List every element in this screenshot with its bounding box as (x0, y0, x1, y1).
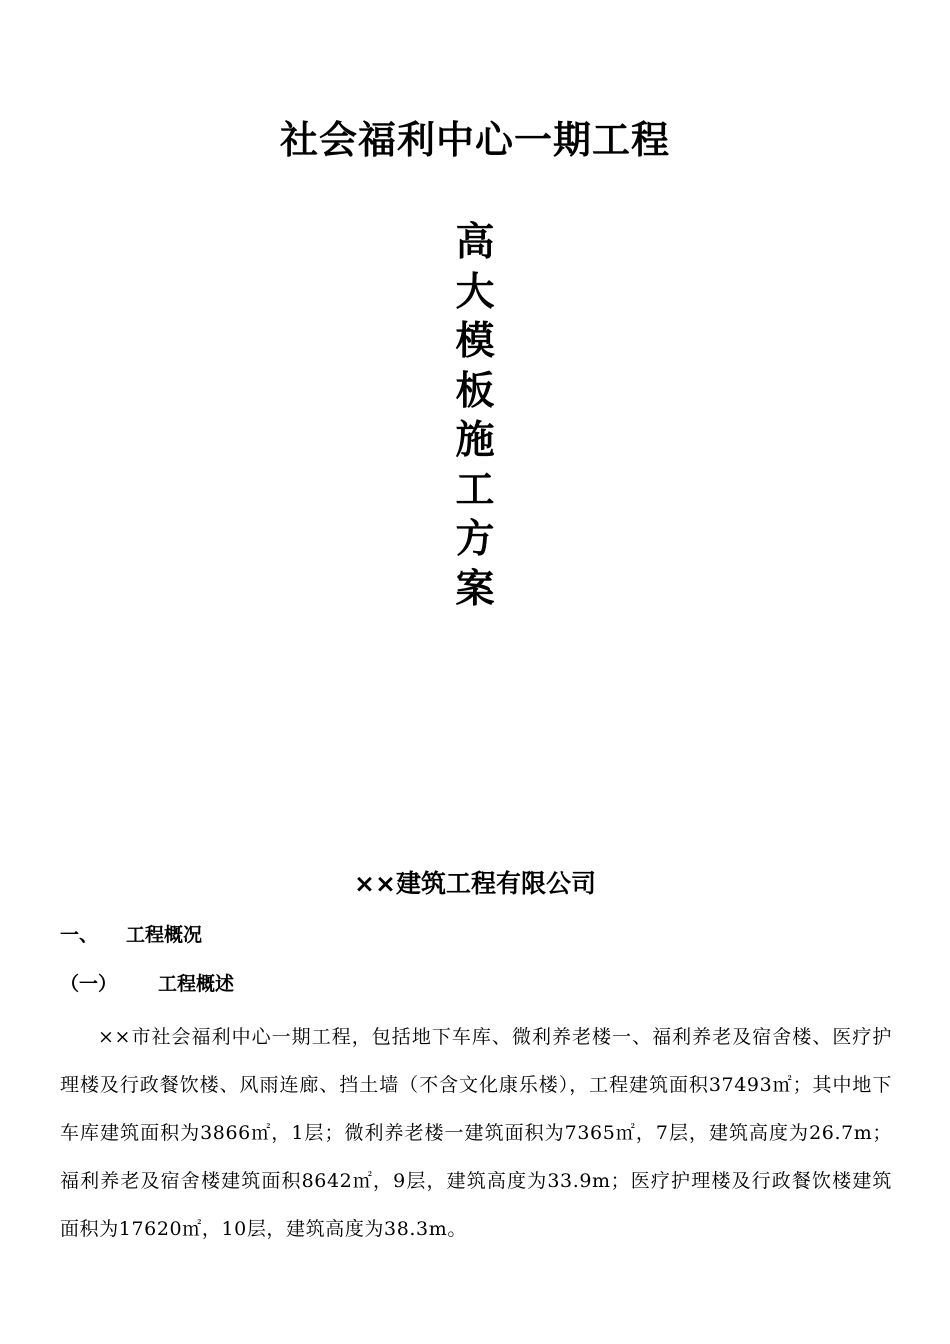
document-title-vertical (450, 218, 500, 614)
section-number: 一、 (60, 924, 99, 946)
document-title-char: 模 (455, 318, 495, 364)
section-heading (60, 920, 202, 950)
project-title: 社会福利中心一期工程 (279, 118, 670, 162)
document-title-char: 方 (455, 516, 495, 562)
subsection-title: 工程概述 (158, 973, 235, 995)
overview-paragraph: ××市社会福利中心一期工程，包括地下车库、微利养老楼一、福利养老及宿舍楼、医疗护理楼及行政餐饮楼、风雨连廊、挡土墙（不含文化康乐楼），工程建筑面积37493㎡；其中地下车库建筑面积为3866㎡，1层；微利养老楼一建筑面积为7365㎡，7层，建筑高度为26.7m；福利养老及宿舍楼建筑面积8642㎡，9层，建筑高度为33.9m；医疗护理楼及行政餐饮楼建筑面积为17620㎡，10层，建筑高度为38.3m。 (60, 1026, 892, 1240)
document-title-char: 工 (455, 466, 495, 513)
section-title: 工程概况 (126, 924, 203, 946)
document-title-char: 施 (455, 417, 495, 463)
company-name: ××建筑工程有限公司 (354, 869, 596, 898)
document-title-char: 案 (455, 565, 495, 612)
document-title-char: 高 (455, 219, 495, 265)
subsection-heading (60, 969, 234, 999)
subsection-number: （一） (60, 973, 118, 995)
document-title-char: 大 (455, 268, 495, 315)
document-title-char: 板 (455, 367, 495, 414)
